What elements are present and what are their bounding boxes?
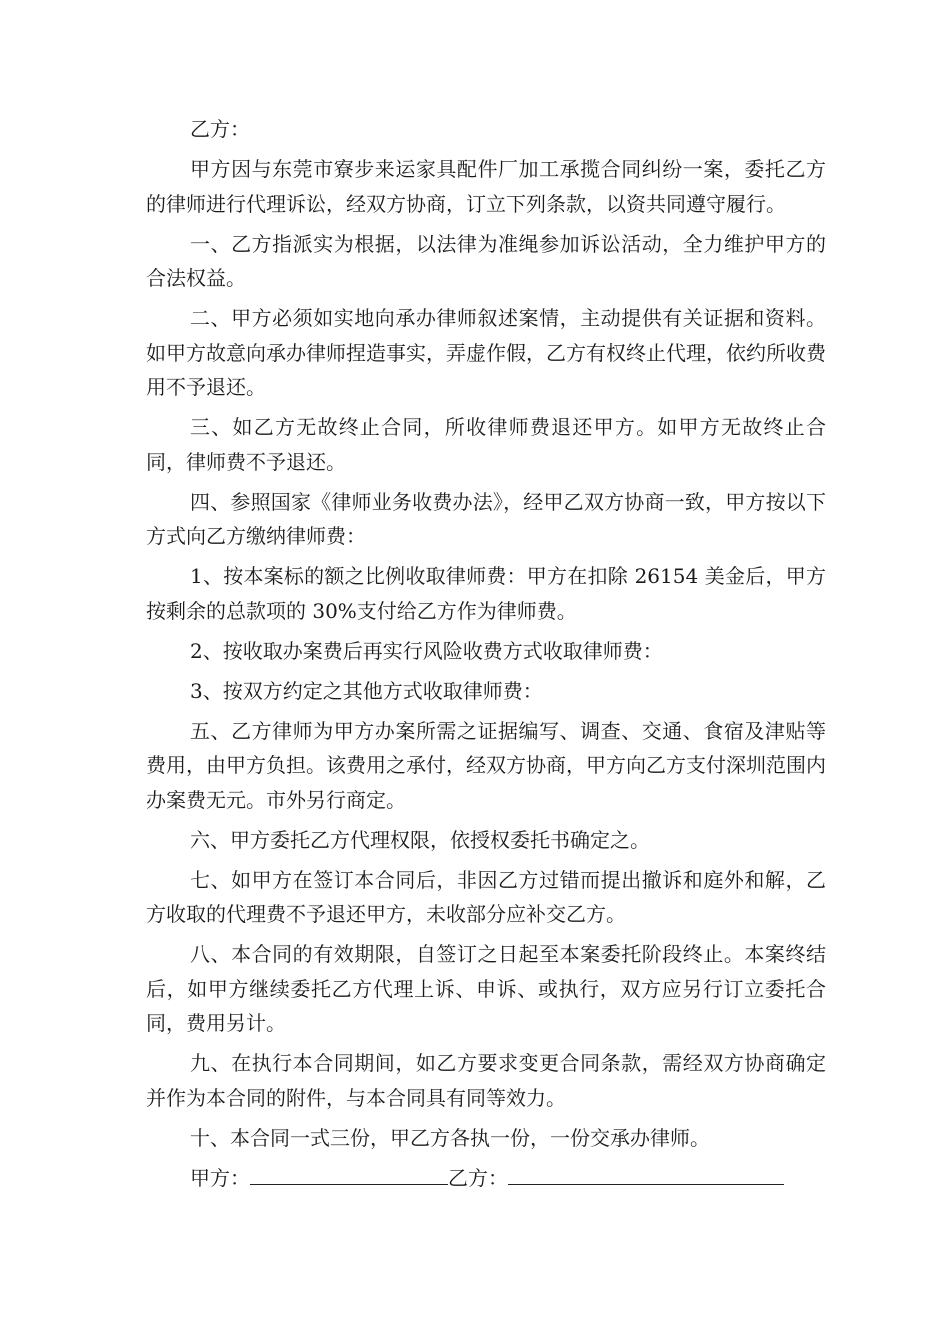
party-b-label: 乙方： [448,1165,508,1190]
contract-paragraph: 十、本合同一式三份，甲乙方各执一份，一份交承办律师。 [190,1125,710,1150]
contract-paragraph: 五、乙方律师为甲方办案所需之证据编写、调查、交通、食宿及津贴等费用，由甲方负担。该费用之承付，经双方协商，甲方向乙方支付深圳范围内办案费无元。市外另行商定。 [146,718,826,812]
party-a-label: 甲方： [190,1165,250,1190]
contract-paragraph: 2、按收取办案费后再实行风险收费方式收取律师费： [190,638,663,663]
contract-paragraph: 六、甲方委托乙方代理权限，依授权委托书确定之。 [190,827,650,852]
party-a-signature-blank [250,1164,448,1185]
contract-paragraph: 九、在执行本合同期间，如乙方要求变更合同条款，需经双方协商确定并作为本合同的附件，与本合同具有同等效力。 [146,1051,826,1110]
signature-line [146,1161,826,1196]
contract-paragraph: 八、本合同的有效期限，自签订之日起至本案委托阶段终止。本案终结后，如甲方继续委托乙方代理上诉、申诉、或执行，双方应另行订立委托合同，费用另计。 [146,942,826,1035]
contract-body [146,112,826,1195]
contract-paragraph: 一、乙方指派实为根据，以法律为准绳参加诉讼活动，全力维护甲方的合法权益。 [146,231,826,290]
contract-paragraph: 四、参照国家《律师业务收费办法》，经甲乙双方协商一致，甲方按以下方式向乙方缴纳律师费： [146,489,826,548]
contract-paragraph: 1、按本案标的额之比例收取律师费：甲方在扣除 26154 美金后，甲方按剩余的总款项的 30%支付给乙方作为律师费。 [146,564,826,623]
party-b-signature-blank [508,1164,784,1185]
contract-paragraph: 甲方因与东莞市寮步来运家具配件厂加工承揽合同纠纷一案，委托乙方的律师进行代理诉讼，经双方协商，订立下列条款，以资共同遵守履行。 [146,157,826,216]
contract-paragraph: 乙方： [190,117,250,141]
contract-paragraph: 七、如甲方在签订本合同后，非因乙方过错而提出撤诉和庭外和解，乙方收取的代理费不予退还甲方，未收部分应补交乙方。 [146,867,826,926]
contract-paragraph: 3、按双方约定之其他方式收取律师费： [190,678,543,703]
contract-paragraph: 三、如乙方无故终止合同，所收律师费退还甲方。如甲方无故终止合同，律师费不予退还。 [146,415,826,474]
contract-paragraph: 二、甲方必须如实地向承办律师叙述案情，主动提供有关证据和资料。如甲方故意向承办律师捏造事实，弄虚作假，乙方有权终止代理，依约所收费用不予退还。 [146,306,826,399]
